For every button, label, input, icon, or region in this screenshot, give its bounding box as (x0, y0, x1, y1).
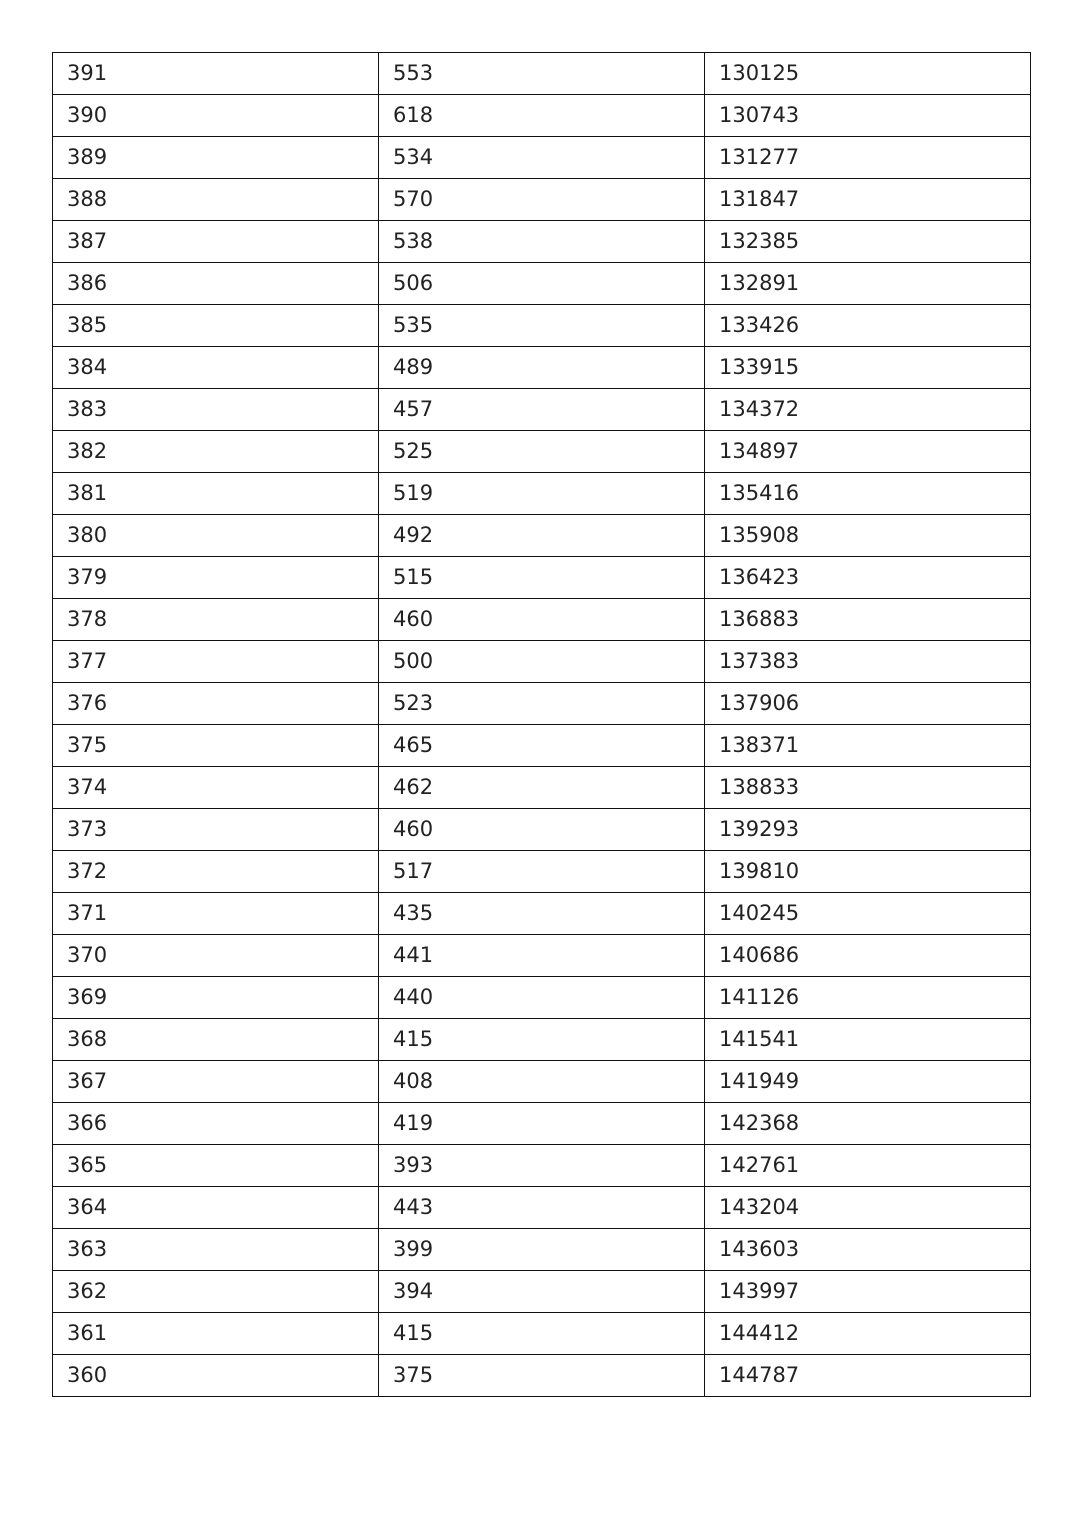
cumulative-cell: 137906 (705, 683, 1031, 725)
cumulative-cell: 141126 (705, 977, 1031, 1019)
cumulative-cell: 130743 (705, 95, 1031, 137)
cumulative-cell: 131847 (705, 179, 1031, 221)
table-row (53, 1271, 1031, 1313)
count-cell: 408 (379, 1061, 705, 1103)
table-row (53, 1061, 1031, 1103)
score-cell: 380 (53, 515, 379, 557)
score-cell: 378 (53, 599, 379, 641)
score-cell: 363 (53, 1229, 379, 1271)
count-cell: 519 (379, 473, 705, 515)
score-cell: 370 (53, 935, 379, 977)
count-cell: 443 (379, 1187, 705, 1229)
cumulative-cell: 139810 (705, 851, 1031, 893)
table-row (53, 557, 1031, 599)
table-row (53, 893, 1031, 935)
count-cell: 419 (379, 1103, 705, 1145)
score-cell: 375 (53, 725, 379, 767)
cumulative-cell: 138371 (705, 725, 1031, 767)
count-cell: 440 (379, 977, 705, 1019)
cumulative-cell: 143204 (705, 1187, 1031, 1229)
score-cell: 364 (53, 1187, 379, 1229)
table-row (53, 473, 1031, 515)
count-cell: 570 (379, 179, 705, 221)
cumulative-cell: 143997 (705, 1271, 1031, 1313)
score-cell: 384 (53, 347, 379, 389)
cumulative-cell: 139293 (705, 809, 1031, 851)
score-cell: 379 (53, 557, 379, 599)
table-row (53, 935, 1031, 977)
cumulative-cell: 135908 (705, 515, 1031, 557)
cumulative-cell: 140245 (705, 893, 1031, 935)
count-cell: 435 (379, 893, 705, 935)
cumulative-cell: 141541 (705, 1019, 1031, 1061)
table-row (53, 1229, 1031, 1271)
table-row (53, 347, 1031, 389)
cumulative-cell: 144412 (705, 1313, 1031, 1355)
cumulative-cell: 144787 (705, 1355, 1031, 1397)
cumulative-cell: 133915 (705, 347, 1031, 389)
table-row (53, 179, 1031, 221)
table-row (53, 1187, 1031, 1229)
table-row (53, 431, 1031, 473)
table-row (53, 1145, 1031, 1187)
score-cell: 365 (53, 1145, 379, 1187)
table-body (53, 53, 1031, 1397)
data-table (52, 52, 1031, 1397)
table-row (53, 263, 1031, 305)
score-cell: 383 (53, 389, 379, 431)
table-row (53, 641, 1031, 683)
count-cell: 441 (379, 935, 705, 977)
score-cell: 389 (53, 137, 379, 179)
cumulative-cell: 137383 (705, 641, 1031, 683)
table-row (53, 389, 1031, 431)
table-row (53, 767, 1031, 809)
table-row (53, 977, 1031, 1019)
score-cell: 377 (53, 641, 379, 683)
count-cell: 515 (379, 557, 705, 599)
table-row (53, 1355, 1031, 1397)
count-cell: 415 (379, 1019, 705, 1061)
score-cell: 369 (53, 977, 379, 1019)
score-cell: 382 (53, 431, 379, 473)
cumulative-cell: 140686 (705, 935, 1031, 977)
score-cell: 360 (53, 1355, 379, 1397)
score-cell: 387 (53, 221, 379, 263)
count-cell: 500 (379, 641, 705, 683)
cumulative-cell: 132385 (705, 221, 1031, 263)
count-cell: 535 (379, 305, 705, 347)
table-row (53, 1103, 1031, 1145)
table-row (53, 95, 1031, 137)
score-cell: 386 (53, 263, 379, 305)
count-cell: 489 (379, 347, 705, 389)
cumulative-cell: 135416 (705, 473, 1031, 515)
count-cell: 492 (379, 515, 705, 557)
table-row (53, 305, 1031, 347)
score-cell: 372 (53, 851, 379, 893)
cumulative-cell: 143603 (705, 1229, 1031, 1271)
table-row (53, 53, 1031, 95)
table-row (53, 599, 1031, 641)
score-cell: 390 (53, 95, 379, 137)
score-cell: 373 (53, 809, 379, 851)
count-cell: 465 (379, 725, 705, 767)
score-cell: 367 (53, 1061, 379, 1103)
count-cell: 525 (379, 431, 705, 473)
cumulative-cell: 133426 (705, 305, 1031, 347)
score-cell: 366 (53, 1103, 379, 1145)
count-cell: 399 (379, 1229, 705, 1271)
count-cell: 462 (379, 767, 705, 809)
cumulative-cell: 134897 (705, 431, 1031, 473)
count-cell: 538 (379, 221, 705, 263)
cumulative-cell: 131277 (705, 137, 1031, 179)
table-row (53, 221, 1031, 263)
score-cell: 376 (53, 683, 379, 725)
score-cell: 388 (53, 179, 379, 221)
score-cell: 385 (53, 305, 379, 347)
table-row (53, 1019, 1031, 1061)
score-cell: 391 (53, 53, 379, 95)
count-cell: 506 (379, 263, 705, 305)
table-row (53, 515, 1031, 557)
table-row (53, 725, 1031, 767)
score-cell: 368 (53, 1019, 379, 1061)
count-cell: 394 (379, 1271, 705, 1313)
count-cell: 393 (379, 1145, 705, 1187)
cumulative-cell: 138833 (705, 767, 1031, 809)
score-cell: 374 (53, 767, 379, 809)
score-cell: 381 (53, 473, 379, 515)
table-row (53, 851, 1031, 893)
count-cell: 457 (379, 389, 705, 431)
count-cell: 618 (379, 95, 705, 137)
cumulative-cell: 132891 (705, 263, 1031, 305)
cumulative-cell: 142368 (705, 1103, 1031, 1145)
count-cell: 415 (379, 1313, 705, 1355)
cumulative-cell: 142761 (705, 1145, 1031, 1187)
count-cell: 460 (379, 599, 705, 641)
table-row (53, 683, 1031, 725)
cumulative-cell: 141949 (705, 1061, 1031, 1103)
score-cell: 362 (53, 1271, 379, 1313)
count-cell: 534 (379, 137, 705, 179)
table-row (53, 137, 1031, 179)
cumulative-cell: 136423 (705, 557, 1031, 599)
count-cell: 523 (379, 683, 705, 725)
table-row (53, 1313, 1031, 1355)
score-cell: 361 (53, 1313, 379, 1355)
cumulative-cell: 134372 (705, 389, 1031, 431)
count-cell: 553 (379, 53, 705, 95)
table-row (53, 809, 1031, 851)
score-cell: 371 (53, 893, 379, 935)
count-cell: 517 (379, 851, 705, 893)
cumulative-cell: 136883 (705, 599, 1031, 641)
cumulative-cell: 130125 (705, 53, 1031, 95)
count-cell: 375 (379, 1355, 705, 1397)
count-cell: 460 (379, 809, 705, 851)
